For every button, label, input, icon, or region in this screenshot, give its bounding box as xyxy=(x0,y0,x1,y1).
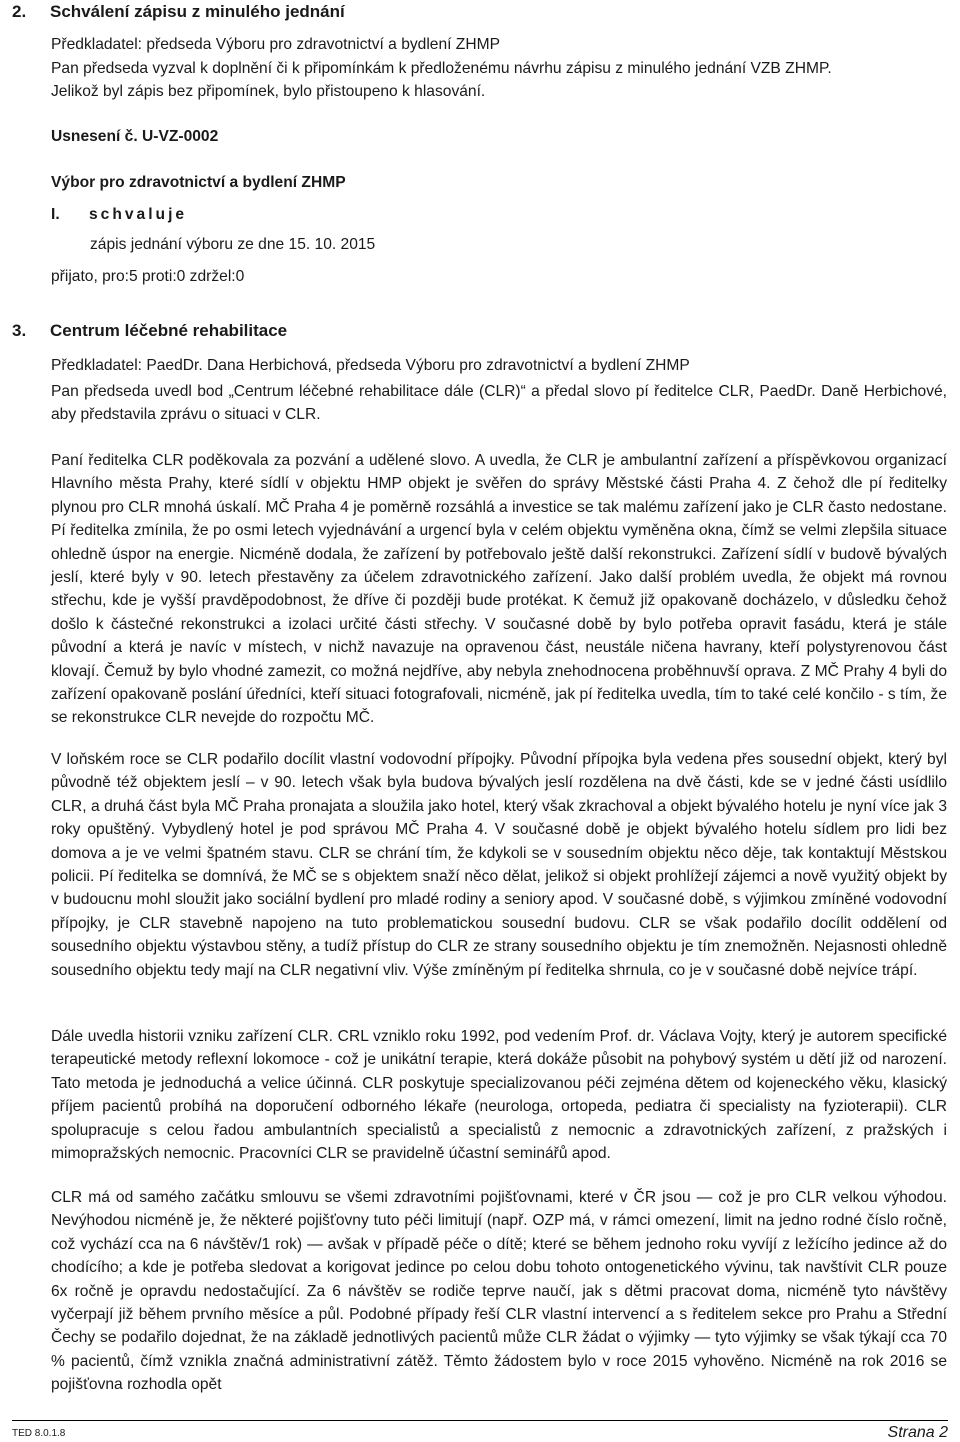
submitter-line: Předkladatel: předseda Výboru pro zdravotnictví a bydlení ZHMP xyxy=(51,36,500,53)
paragraph: Pan předseda uvedl bod „Centrum léčebné rehabilitace dále (CLR)“ a předal slovo pí ředitelce CLR, PaedDr. Daně Herbichové, aby představila zprávu o situaci v CLR. xyxy=(51,383,947,424)
section-heading-2 xyxy=(12,2,345,22)
paragraph: Paní ředitelka CLR poděkovala za pozvání a udělené slovo. A uvedla, že CLR je ambulantní zařízení a příspěvkovou organizací Hlavního města Prahy, které sídlí v objektu HMP objekt je svěřen do správy Městské části Praha 4. Z čehož dle pí ředitelky plynou pro CLR mnohá úskalí. MČ Praha 4 je poměrně rozsáhlá a investice se tak malému zařízení jako je CLR často nedostane. Pí ředitelka zmínila, že po osmi letech vyjednávání a urgencí byla v celém objektu vyměněna okna, čímž se velmi zlepšila situace ohledně úspor na energie. Nicméně dodala, že zařízení by potřebovalo ještě další rekonstrukci. Zařízení sídlí v budově bývalých jeslí, které byly v 90. letech přestavěny za účelem zdravotnického zařízení. Jako další problém uvedla, že objekt má rovnou střechu, kde je vyšší pravděpodobnost, že dříve či později bude protékat. K čemuž již opakovaně docházelo, v důsledku čehož došlo k částečné rekonstrukci a izolaci určité části střechy. V současné době by bylo potřeba opravit fasádu, která je stále původní a která je navíc v místech, v nichž navazuje na opravenou část, neustále ničena havrany, kteří polystyrenovou část klovají. Čemuž by bylo vhodné zamezit, co možná nejdříve, aby nebyla znehodnocena proběhnuvší oprava. Z MČ Prahy 4 byli do zařízení opakovaně poslání úředníci, kteří situaci fotografovali, nicméně, jak pí ředitelka uvedla, tím to také celé končilo - s tím, že se rekonstrukce CLR nevejde do rozpočtu MČ. xyxy=(51,452,947,727)
section-number: 2. xyxy=(12,2,27,21)
resolution-item xyxy=(51,206,187,224)
submitter-line: Předkladatel: PaedDr. Dana Herbichová, předseda Výboru pro zdravotnictví a bydlení ZHMP xyxy=(51,357,690,374)
committee-name: Výbor pro zdravotnictví a bydlení ZHMP xyxy=(51,174,346,191)
section-number: 3. xyxy=(12,321,27,340)
item-text: zápis jednání výboru ze dne 15. 10. 2015 xyxy=(90,236,376,253)
paragraph: Dále uvedla historii vzniku zařízení CLR. CRL vzniklo roku 1992, pod vedením Prof. dr. Václava Vojty, který je autorem specifické terapeutické metody reflexní lokomoce - což je unikátní terapie, která dokáže působit na pohybový systém u dětí již od narození. Tato metoda je jednoduchá a velice účinná. CLR poskytuje specializovanou péči zejména dětem od kojeneckého věku, klasický příjem pacientů probíhá na doporučení odborného lékaře (neurologa, ortopeda, pediatra či specialisty na fyzioterapii). CLR spolupracuje s celou řadou ambulantních specialistů a specialistů z nemocnic a zdravotnických zařízení, z pražských i mimopražských nemocnic. Pracovníci CLR se pravidelně účastní seminářů apod. xyxy=(51,1028,947,1163)
paragraph: V loňském roce se CLR podařilo docílit vlastní vodovodní přípojky. Původní přípojka byla vedena přes sousední objekt, který byl původně též objektem jeslí – v 90. letech však byla budova bývalých jeslí rozdělena na dvě části, kde se v jedné části usídlilo CLR, a druhá část byla MČ Praha pronajata a sloužila jako hotel, který však zkrachoval a objekt bývalého hotelu je nyní více jak 3 roky opuštěný. Vybydlený hotel je pod správou MČ Praha 4. V současné době je objekt bývalého hotelu sídlem pro lidi bez domova a je ve velmi špatném stavu. CLR se chrání tím, že kdykoli se v sousedním objektu něco děje, tak kontaktují Městskou policii. Pí ředitelka se domnívá, že MČ se s objektem snaží něco dělat, jelikož si objekt prohlížejí zájemci a nově využitý objekt by v budoucnu mohl sloužit jako sociální bydlení pro mladé rodiny a seniory apod. V současné době, s výjimkou zmíněné vodovodní přípojky, je CLR stavebně napojeno na tuto problematickou sousední budovu. CLR se však podařilo docílit oddělení od sousedního objektu výstavbou stěny, a tudíž přístup do CLR ze strany sousedního objektu je tím znemožněn. Nejasnosti ohledně sousedního objektu tedy mají na CLR negativní vliv. Výše zmíněným pí ředitelka shrnula, co je v současné době nejvíce trápí. xyxy=(51,751,947,979)
item-verb: schvaluje xyxy=(89,206,188,223)
vote-result: přijato, pro:5 proti:0 zdržel:0 xyxy=(51,268,245,285)
document-id: TED 8.0.1.8 xyxy=(12,1428,66,1439)
body-line: Jelikož byl zápis bez připomínek, bylo přistoupeno k hlasování. xyxy=(51,83,486,100)
body-line: Pan předseda vyzval k doplnění či k připomínkám k předloženému návrhu zápisu z minulého jednání VZB ZHMP. xyxy=(51,60,832,77)
resolution-label: Usnesení č. xyxy=(51,128,138,145)
page-number: Strana 2 xyxy=(887,1424,948,1441)
resolution-id: U-VZ-0002 xyxy=(142,128,219,145)
page-footer xyxy=(0,1424,960,1442)
section-title: Schválení zápisu z minulého jednání xyxy=(50,2,345,21)
item-numeral: I. xyxy=(51,206,60,223)
section-heading-3 xyxy=(12,321,287,341)
section-title: Centrum léčebné rehabilitace xyxy=(50,321,288,340)
resolution-heading xyxy=(51,128,218,146)
paragraph: CLR má od samého začátku smlouvu se všemi zdravotními pojišťovnami, které v ČR jsou — což je pro CLR velkou výhodou. Nevýhodou nicméně je, že některé pojišťovny tuto péči limitují (např. OZP má, v rámci omezení, limit na jedno rodné číslo ročně, což vychází cca na 6 návštěv/1 rok) — avšak v případě péče o dítě; které se během jednoho roku vyvíjí z ležícího jedince až do chodícího; a kde je potřeba sledovat a korigovat jedince po celou dobu tohoto ontogenetického vývinu, tak navštívit CLR pouze 6x ročně je opravdu nedostačující. Za 6 návštěv se rodiče teprve naučí, jak s dětmi pracovat doma, nicméně tyto návštěvy vyčerpají již během prvního měsíce a půl. Podobné případy řeší CLR vlastní intervencí a s ředitelem sekce pro Prahu a Střední Čechy se podařilo dojednat, že na základě jednotlivých pacientů může CLR žádat o výjimky — tyto výjimky se však týkají cca 70 % pacientů, čímž vznikla značná administrativní zátěž. Těmto žádostem bylo v roce 2015 vyhověno. Nicméně na rok 2016 se pojišťovna rozhodla opět xyxy=(51,1189,947,1394)
footer-divider xyxy=(12,1420,948,1421)
